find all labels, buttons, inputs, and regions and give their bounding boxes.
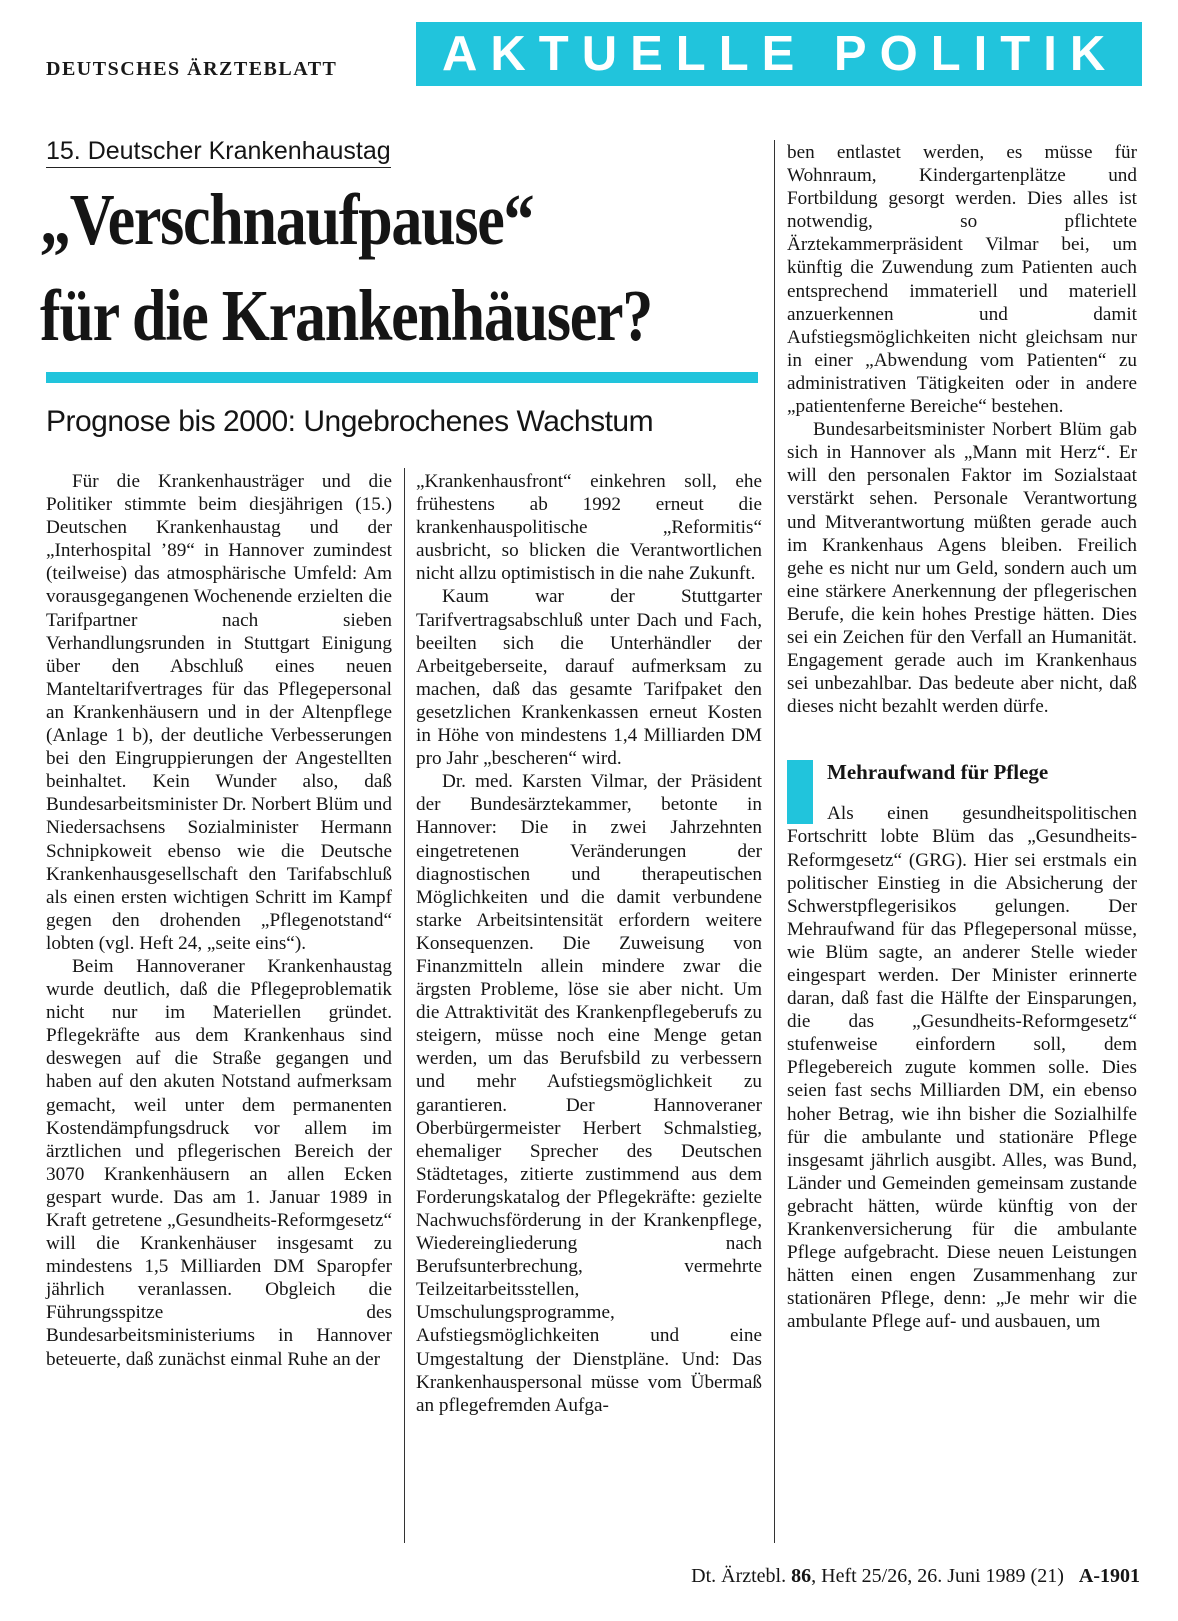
column-3 — [787, 141, 1137, 1334]
column-1 — [46, 470, 392, 1371]
section-banner: AKTUELLE POLITIK — [416, 22, 1142, 86]
footer-citation — [691, 1565, 1140, 1588]
footer-page: A-1901 — [1078, 1565, 1140, 1587]
paragraph: Für die Krankenhausträger und die Politiker stimmte beim diesjährigen (15.) Deutschen Krankenhaustag und der „Interhospital ’89“ in Hannover zumindest (teilweise) das atmosphärische Umfeld: Am vorausgegangenen Wochenende erzielten die Tarifpartner nach sieben Verhandlungsrunden in Stuttgart Einigung über den Abschluß eines neuen Manteltarifvertrages für das Pflegepersonal an Krankenhäusern und in der Altenpflege (Anlage 1 b), der deutliche Verbesserungen bei den Eingruppierungen der Angestellten beinhaltet. Kein Wunder also, daß Bundesarbeitsminister Dr. Norbert Blüm und Niedersachsens Sozialminister Hermann Schnipkoweit ebenso wie die Deutsche Krankenhausgesellschaft den Tarifabschluß als einen ersten wichtigen Schritt im Kampf gegen den drohenden „Pflegenotstand“ lobten (vgl. Heft 24, „seite eins“). — [46, 471, 392, 954]
column-divider — [774, 140, 775, 1543]
column-divider — [404, 468, 405, 1543]
headline-rule — [46, 372, 758, 383]
masthead: DEUTSCHES ÄRZTEBLATT — [46, 58, 338, 80]
headline-line-1: „Verschnaufpause“ — [40, 179, 534, 260]
paragraph: Bundesarbeitsminister Norbert Blüm gab sich in Hannover als „Mann mit Herz“. Er will den personalen Faktor im Sozialstaat verstärkt sehen. Personale Verantwortung und Mitverantwortung müßten gerade auch im Krankenhaus Agens bleiben. Freilich gehe es nicht nur um Geld, sondern auch um eine stärkere Anerkennung der pflegerischen Berufe, die kein hohes Prestige hätten. Dies sei ein Zeichen für den Verfall an Humanität. Engagement gerade auch im Krankenhaus sei unbezahlbar. Das bedeute aber nicht, daß dieses nicht bezahlt werden dürfe. — [787, 419, 1137, 718]
paragraph: Beim Hannoveraner Krankenhaustag wurde deutlich, daß die Pflegeproblematik nicht nur im Materiellen gründet. Pflegekräfte aus dem Krankenhaus sind deswegen auf die Straße gegangen und haben auf den akuten Notstand aufmerksam gemacht, weil unter dem permanenten Kostendämpfungsdruck vor allem im ärztlichen und pflegerischen Bereich der 3070 Krankenhäusern an allen Ecken gespart wurde. Das am 1. Januar 1989 in Kraft getretene „Gesundheits-Reformgesetz“ will die Krankenhäuser insgesamt zu mindestens 1,5 Milliarden DM Sparopfer jährlich veranlassen. Obgleich die Führungsspitze des Bundesarbeitsministeriums in Hannover beteuerte, daß zunächst einmal Ruhe an der — [46, 955, 392, 1370]
headline-line-2: für die Krankenhäuser? — [40, 275, 653, 356]
footer-issue: , Heft 25/26, 26. Juni 1989 (21) — [811, 1565, 1064, 1587]
column-2 — [416, 470, 762, 1417]
footer-volume: 86 — [791, 1565, 812, 1587]
paragraph: Als einen gesundheitspolitischen Fortschritt lobte Blüm das „Gesundheits-Reformgesetz“ (GRG). Hier sei erstmals ein politischer Einstieg in die Absicherung der Schwerstpflegerisikos gelungen. Der Mehraufwand für das Pflegepersonal müsse, wie Blüm sagte, an anderer Stelle wieder eingespart werden. Der Minister erinnerte daran, daß fast die Hälfte der Einsparungen, die das „Gesundheits-Reformgesetz“ stufenweise einfordern soll, dem Pflegebereich zugute kommen solle. Dies seien fast sechs Milliarden DM, ein ebenso hoher Betrag, wie ihn bisher die Sozialhilfe für die ambulante und stationäre Pflege insgesamt jährlich ausgibt. Alles, was Bund, Länder und Gemeinden gemeinsam zustande gebracht hätten, würde künftig von der Krankenversicherung für die ambulante Pflege aufgebracht. Diese neuen Leistungen hätten einen engen Zusammenhang zur stationären Pflege, denn: „Je mehr wir die ambulante Pflege auf- und ausbauen, um — [787, 803, 1137, 1333]
footer-journal: Dt. Ärztebl. — [691, 1565, 787, 1587]
article-headline — [40, 172, 669, 364]
article-kicker: 15. Deutscher Krankenhaustag — [46, 136, 391, 168]
paragraph: ben entlastet werden, es müsse für Wohnraum, Kindergartenplätze und Fortbildung gesorgt werden. Dies alles ist notwendig, so pflichtete Ärztekammerpräsident Vilmar bei, um künftig die Zuwendung zum Patienten auch entsprechend immateriell und materiell anzuerkennen und damit Aufstiegsmöglichkeiten nicht gleichsam nur in einer „Abwendung vom Patienten“ zu administrativen Tätigkeiten oder in andere „patientenferne Bereiche“ bestehen. — [787, 142, 1137, 418]
box-heading — [787, 760, 1137, 824]
box-heading-title: Mehraufwand für Pflege — [827, 760, 1049, 785]
box-accent-bar — [787, 760, 813, 824]
article-subhead: Prognose bis 2000: Ungebrochenes Wachstum — [46, 405, 654, 438]
paragraph: Dr. med. Karsten Vilmar, der Präsident der Bundesärztekammer, betonte in Hannover: Die in zwei Jahrzehnten eingetretenen Veränderungen der diagnostischen und therapeutischen Möglichkeiten und die damit verbundene starke Arbeitsintensität erfordern weitere Konsequenzen. Die Zuweisung von Finanzmitteln allein mindere zwar die ärgsten Probleme, löse sie aber nicht. Um die Attraktivität des Krankenpflegeberufs zu steigern, müsse noch eine Menge getan werden, um das Berufsbild zu verbessern und mehr Aufstiegsmöglichkeit zu garantieren. Der Hannoveraner Oberbürgermeister Herbert Schmalstieg, ehemaliger Sprecher des Deutschen Städtetages, zitierte zustimmend aus dem Forderungskatalog der Pflegekräfte: gezielte Nachwuchsförderung in der Krankenpflege, Wiedereingliederung nach Berufsunterbrechung, vermehrte Teilzeitarbeitsstellen, Umschulungsprogramme, Aufstiegsmöglichkeiten und eine Umgestaltung der Dienstpläne. Und: Das Krankenhauspersonal müsse vom Übermaß an pflegefremden Aufga- — [416, 771, 762, 1416]
paragraph: „Krankenhausfront“ einkehren soll, ehe frühestens ab 1992 erneut die krankenhauspolitische „Reformitis“ ausbricht, so blicken die Verantwortlichen nicht allzu optimistisch in die nahe Zukunft. — [416, 471, 762, 585]
paragraph: Kaum war der Stuttgarter Tarifvertragsabschluß unter Dach und Fach, beeilten sich die Unterhändler der Arbeitgeberseite, darauf aufmerksam zu machen, daß das gesamte Tarifpaket den gesetzlichen Krankenkassen erneut Kosten in Höhe von mindestens 1,4 Milliarden DM pro Jahr „bescheren“ wird. — [416, 586, 762, 770]
